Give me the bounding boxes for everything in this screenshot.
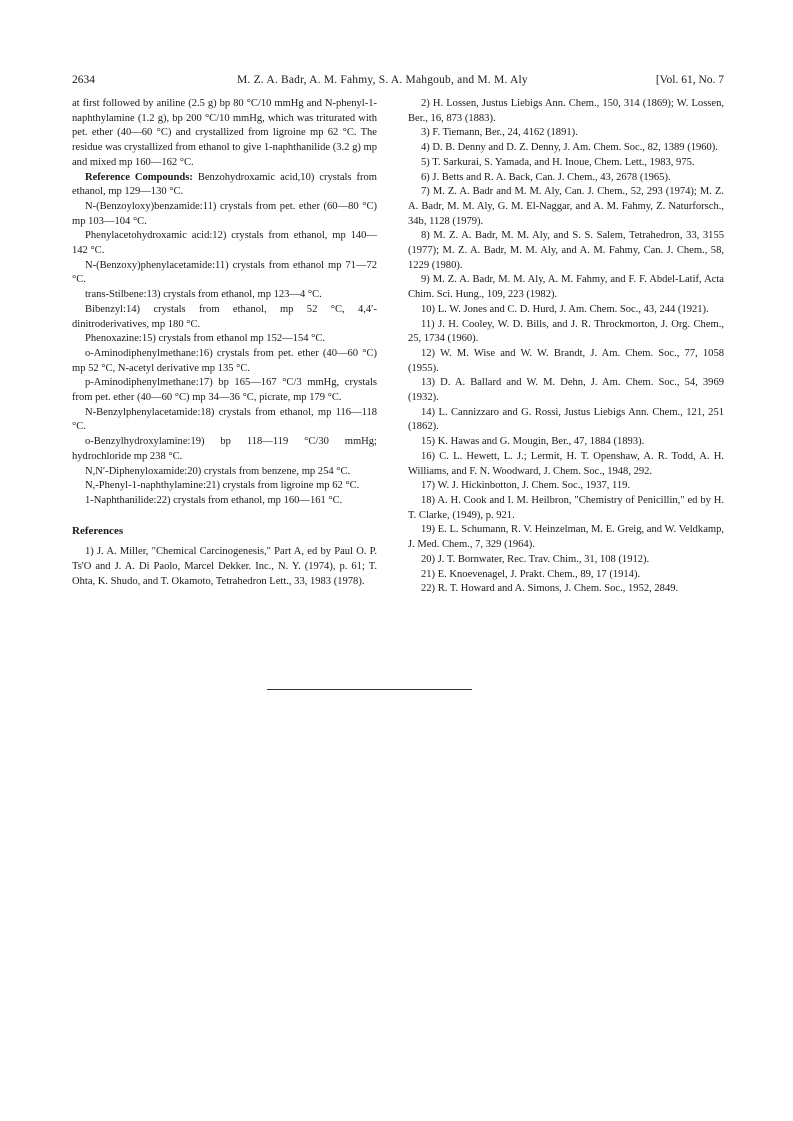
section-spacer	[72, 509, 377, 524]
compound-entry: Benzohydroxamic acid,10) crystals from ethanol, mp 129—130 °C.	[72, 171, 377, 198]
running-authors: M. Z. A. Badr, A. M. Fahmy, S. A. Mahgoub, and M. M. Aly	[237, 74, 528, 86]
reference-item: 1) J. A. Miller, "Chemical Carcinogenesis," Part A, ed by Paul O. P. Ts'O and J. A. Di Paolo, Marcel Dekker. Inc., N. Y. (1974), p. 61; T. Ohta, K. Shudo, and T. Okamoto, Tetrahedron Lett., 33, 1983 (1978).	[72, 546, 377, 587]
compound-entry: p-Aminodiphenylmethane:17) bp 165—167 °C/3 mmHg, crystals from pet. ether (40—60 °C) mp 34—36 °C, picrate, mp 179 °C.	[72, 377, 377, 404]
left-column	[72, 97, 377, 590]
compound-entry: N-Benzylphenylacetamide:18) crystals from ethanol, mp 116—118 °C.	[72, 406, 377, 433]
reference-item: 15) K. Hawas and G. Mougin, Ber., 47, 1884 (1893).	[421, 436, 645, 448]
compound-entry: o-Aminodiphenylmethane:16) crystals from pet. ether (40—60 °C) mp 52 °C, N-acetyl derivative mp 135 °C.	[72, 347, 377, 374]
reference-compounds-entry	[72, 171, 377, 200]
reference-compounds-label: Reference Compounds:	[85, 171, 193, 183]
reference-item: 5) T. Sarkurai, S. Yamada, and H. Inoue, Chem. Lett., 1983, 975.	[421, 156, 695, 168]
reference-item: 4) D. B. Denny and D. Z. Denny, J. Am. Chem. Soc., 82, 1389 (1960).	[421, 142, 718, 154]
references-heading: References	[72, 524, 124, 537]
reference-item: 7) M. Z. A. Badr and M. M. Aly, Can. J. Chem., 52, 293 (1974); M. Z. A. Badr, M. M. Aly, G. M. El-Naggar, and A. M. Fahmy, Z. Naturforsch., 34b, 1128 (1979).	[408, 186, 724, 227]
compound-entry: Bibenzyl:14) crystals from ethanol, mp 52 °C, 4,4′-dinitroderivatives, mp 180 °C.	[72, 303, 377, 330]
volume-info: [Vol. 61, No. 7	[655, 74, 724, 86]
reference-item: 11) J. H. Cooley, W. D. Bills, and J. R. Throckmorton, J. Org. Chem., 25, 1734 (1960).	[408, 318, 724, 345]
reference-item: 8) M. Z. A. Badr, M. M. Aly, and S. S. Salem, Tetrahedron, 33, 3155 (1977); M. Z. A. Badr, M. M. Aly, and A. M. Fahmy, Can. J. Chem., 58, 1229 (1980).	[408, 230, 724, 271]
reference-item: 19) E. L. Schumann, R. V. Heinzelman, M. E. Greig, and W. Veldkamp, J. Med. Chem., 7, 329 (1964).	[408, 524, 724, 551]
reference-item: 3) F. Tiemann, Ber., 24, 4162 (1891).	[421, 127, 578, 139]
compound-entry: N-(Benzoyloxy)benzamide:11) crystals from pet. ether (60—80 °C) mp 103—104 °C.	[72, 200, 377, 227]
compound-entry: N,-Phenyl-1-naphthylamine:21) crystals from ligroine mp 62 °C.	[85, 480, 360, 492]
compound-entry: N,N′-Diphenyloxamide:20) crystals from benzene, mp 254 °C.	[85, 465, 351, 477]
reference-item: 20) J. T. Bornwater, Rec. Trav. Chim., 31, 108 (1912).	[421, 553, 650, 565]
compound-entry: Phenylacetohydroxamic acid:12) crystals from ethanol, mp 140—142 °C.	[72, 230, 377, 257]
right-column	[408, 97, 724, 597]
reference-item: 21) E. Knoevenagel, J. Prakt. Chem., 89, 17 (1914).	[421, 568, 641, 580]
reference-item: 17) W. J. Hickinbotton, J. Chem. Soc., 1937, 119.	[421, 480, 631, 492]
compound-entry: N-(Benzoxy)phenylacetamide:11) crystals from ethanol mp 71—72 °C.	[72, 259, 377, 286]
experimental-paragraph: at first followed by aniline (2.5 g) bp 80 °C/10 mmHg and N-phenyl-1-naphthylamine (1.2 g), bp 200 °C/10 mmHg, which was triturated with pet. ether (40—60 °C) and crystallized from ligroine mp 62 °C. The residue was crystallized from ethanol to give 1-naphthanilide (3.2 g) mp and mixed mp 160—162 °C.	[72, 98, 377, 168]
compound-entry: trans-Stilbene:13) crystals from ethanol, mp 123—4 °C.	[85, 289, 322, 301]
page-number: 2634	[72, 74, 95, 86]
reference-item: 22) R. T. Howard and A. Simons, J. Chem. Soc., 1952, 2849.	[421, 583, 679, 595]
end-rule	[267, 689, 472, 690]
reference-item: 2) H. Lossen, Justus Liebigs Ann. Chem., 150, 314 (1869); W. Lossen, Ber., 16, 873 (1883).	[408, 98, 724, 124]
compound-entry: Phenoxazine:15) crystals from ethanol mp 152—154 °C.	[85, 333, 326, 345]
reference-item: 12) W. M. Wise and W. W. Brandt, J. Am. Chem. Soc., 77, 1058 (1955).	[408, 347, 724, 374]
reference-item: 14) L. Cannizzaro and G. Rossi, Justus Liebigs Ann. Chem., 121, 251 (1862).	[408, 406, 724, 433]
reference-item: 18) A. H. Cook and I. M. Heilbron, "Chemistry of Penicillin," ed by H. T. Clarke, (1949), p. 921.	[408, 494, 724, 521]
reference-item: 13) D. A. Ballard and W. M. Dehn, J. Am. Chem. Soc., 54, 3969 (1932).	[408, 377, 724, 404]
compound-entry: o-Benzylhydroxylamine:19) bp 118—119 °C/30 mmHg; hydrochloride mp 238 °C.	[72, 436, 377, 462]
reference-item: 6) J. Betts and R. A. Back, Can. J. Chem., 43, 2678 (1965).	[421, 171, 671, 183]
page-header	[72, 71, 724, 89]
reference-item: 16) C. L. Hewett, L. J.; Lermit, H. T. Openshaw, A. R. Todd, A. H. Williams, and F. N. Woodward, J. Chem. Soc., 1948, 292.	[408, 450, 724, 477]
reference-item: 10) L. W. Jones and C. D. Hurd, J. Am. Chem. Soc., 43, 244 (1921).	[421, 303, 709, 315]
compound-entry: 1-Naphthanilide:22) crystals from ethanol, mp 160—161 °C.	[85, 494, 343, 506]
reference-item: 9) M. Z. A. Badr, M. M. Aly, A. M. Fahmy, and F. F. Abdel-Latif, Acta Chim. Sci. Hung., 109, 223 (1982).	[408, 274, 724, 301]
